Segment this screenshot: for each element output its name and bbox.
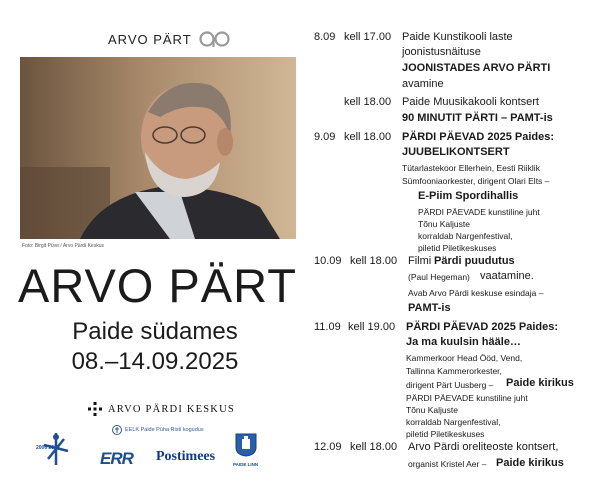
event-time: kell 19.00 <box>348 321 396 333</box>
event-line: Tütarlastekoor Ellerhein, Eesti Riiklik <box>402 163 540 173</box>
event-line: joonistusnäituse <box>402 46 481 58</box>
event-line: dirigent Pärt Uusberg – <box>406 380 494 390</box>
event-date: 11.09 <box>314 321 341 333</box>
postimees-logo: Postimees <box>156 449 216 464</box>
ninety-logo-icon <box>198 30 232 48</box>
event-highlight: 90 MINUTIT PÄRTI – PAMT-is <box>402 112 553 124</box>
elk-label: EELK Paide Püha Risti kogudus <box>125 427 204 433</box>
brand-name: ARVO PÄRT <box>108 31 192 47</box>
portrait-photo <box>20 57 296 239</box>
paide-linn-logo <box>233 433 258 467</box>
event-line: Tõnu Kaljuste <box>406 405 458 415</box>
event-date: 8.09 <box>314 31 336 43</box>
event-line: korraldab Nargenfestival, <box>406 417 501 427</box>
event-time: kell 17.00 <box>344 31 392 43</box>
event-line: vaatamine. <box>480 270 534 282</box>
event-highlight: Pärdi puudutus <box>434 255 515 267</box>
event-line: Kammerkoor Head Ööd, Vend, <box>406 353 523 363</box>
church-emblem-icon <box>112 425 122 435</box>
event-line: Paide Kunstikooli laste <box>402 31 513 43</box>
arvo-pardi-keskus-logo <box>88 402 235 416</box>
event-line: korraldab Nargenfestival, <box>418 231 513 241</box>
brand-header <box>108 30 232 48</box>
jubilee-logo <box>36 431 76 472</box>
keskus-label: ARVO PÄRDI KESKUS <box>108 403 235 415</box>
event-highlight: Ja ma kuulsin hääle… <box>406 336 521 348</box>
photo-credit: Foto: Birgit Püve / Arvo Pärdi Keskus <box>22 243 104 249</box>
event-highlight: JUUBELIKONTSERT <box>402 146 510 158</box>
event-line: Avab Arvo Pärdi keskuse esindaja – <box>408 288 544 298</box>
sponsor-logos <box>0 425 310 495</box>
event-highlight: JOONISTADES ARVO PÄRTI <box>402 62 551 74</box>
event-line: (Paul Hegeman) <box>408 272 470 282</box>
event-time: kell 18.00 <box>350 441 398 453</box>
page-title: ARVO PÄRT <box>18 259 297 312</box>
event-line: piletid Piletikeskuses <box>418 243 497 253</box>
event-highlight: PÄRDI PÄEVAD 2025 Paides: <box>406 321 559 333</box>
event-date: 12.09 <box>314 441 342 453</box>
event-line: avamine <box>402 78 444 90</box>
cross-emblem-icon <box>88 402 102 416</box>
portrait-illustration <box>20 57 296 239</box>
subtitle-dates: 08.–14.09.2025 <box>71 348 239 375</box>
event-line: PÄRDI PÄEVADE kunstiline juht <box>406 393 528 403</box>
subtitle-location: Paide südames <box>72 318 238 345</box>
event-line: organist Kristel Aer – <box>408 459 487 469</box>
event-line: piletid Piletikeskuses <box>406 429 485 439</box>
elk-logo <box>112 425 204 435</box>
event-line: Tõnu Kaljuste <box>418 219 470 229</box>
event-highlight: PÄRDI PÄEVAD 2025 Paides: <box>402 131 555 143</box>
event-time: kell 18.00 <box>344 96 392 108</box>
paide-linn-label: PAIDE LINN <box>233 462 259 467</box>
event-venue: PAMT-is <box>408 302 451 314</box>
event-time: kell 18.00 <box>350 255 398 267</box>
event-line: Paide Muusikakooli kontsert <box>402 96 539 108</box>
event-line: Sümfooniaorkester, dirigent Olari Elts – <box>402 176 550 186</box>
events-panel <box>300 0 600 500</box>
jubilee-years: 2006 2025 <box>36 445 60 451</box>
event-line: PÄRDI PÄEVADE kunstiline juht <box>418 207 540 217</box>
event-venue: Paide kirikus <box>496 457 564 469</box>
event-venue: Paide kirikus <box>506 377 574 389</box>
event-time: kell 18.00 <box>344 131 392 143</box>
event-line: Filmi <box>408 255 432 267</box>
event-date: 10.09 <box>314 255 342 267</box>
event-venue: E-Piim Spordihallis <box>418 190 519 202</box>
event-line: Tallinna Kammerorkester, <box>406 366 502 376</box>
event-date: 9.09 <box>314 131 336 143</box>
err-logo: ERR <box>100 449 133 468</box>
event-line: Arvo Pärdi oreliteoste kontsert, <box>408 441 559 453</box>
coat-of-arms-icon <box>235 433 257 457</box>
